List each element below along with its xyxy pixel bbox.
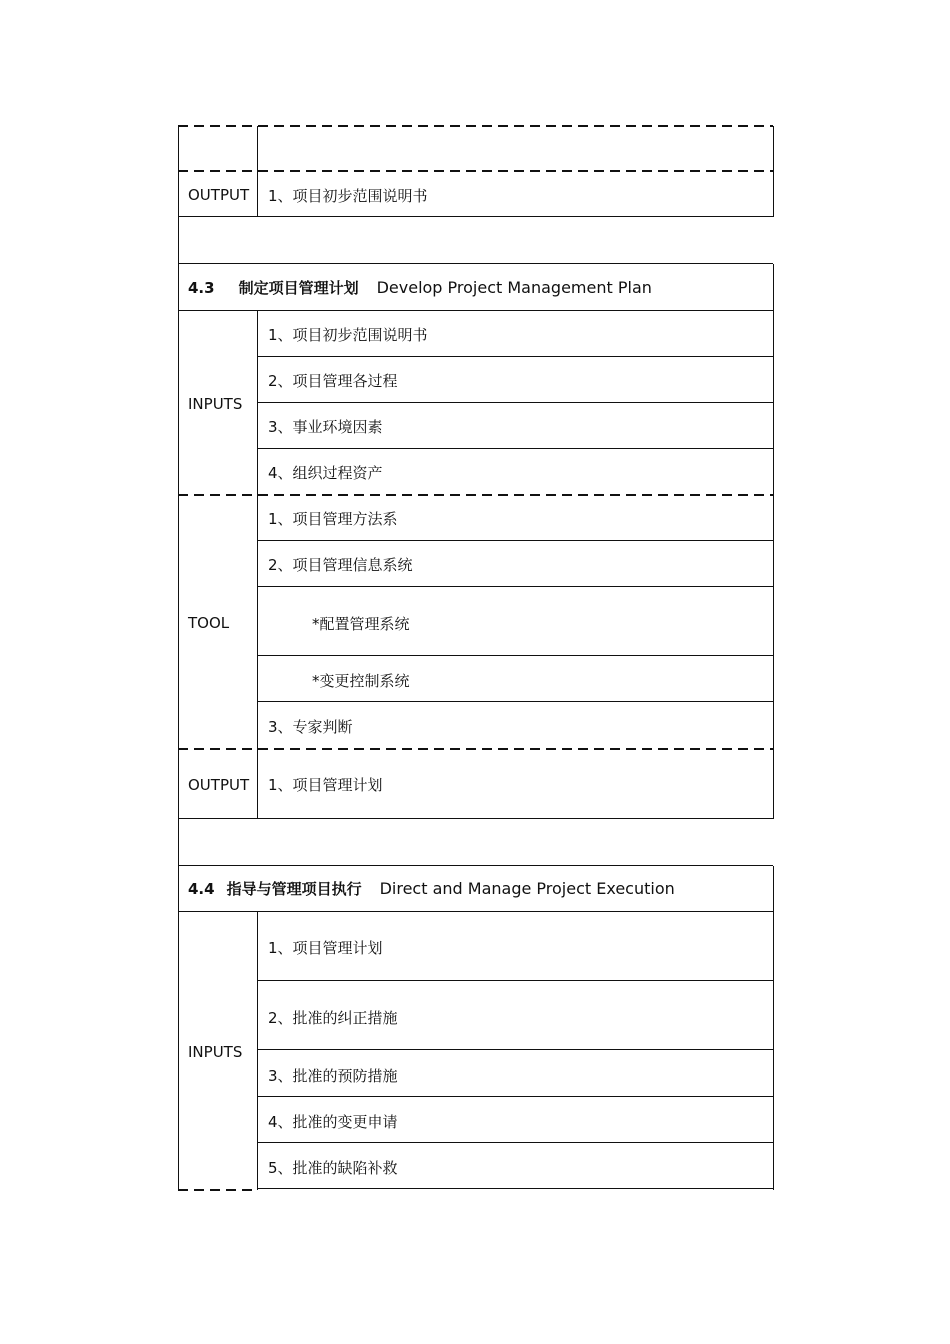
input-item: 2、批准的纠正措施 bbox=[268, 1009, 398, 1027]
table-rule bbox=[257, 126, 258, 217]
output-label: OUTPUT bbox=[188, 776, 250, 794]
input-item: 5、批准的缺陷补救 bbox=[268, 1159, 398, 1177]
table-rule bbox=[178, 263, 773, 264]
section-title-en: Develop Project Management Plan bbox=[376, 278, 652, 297]
input-item: 3、事业环境因素 bbox=[268, 418, 383, 436]
inputs-label: INPUTS bbox=[188, 1043, 243, 1061]
input-item: 2、项目管理各过程 bbox=[268, 372, 398, 390]
input-item: 1、项目管理计划 bbox=[268, 939, 383, 957]
section-number: 4.4 bbox=[188, 880, 215, 898]
input-item: 3、批准的预防措施 bbox=[268, 1067, 398, 1085]
table-rule bbox=[773, 264, 774, 311]
tool-subitem: *配置管理系统 bbox=[312, 615, 410, 633]
table-rule bbox=[257, 311, 258, 819]
table-rule bbox=[178, 911, 773, 912]
tool-item: 1、项目管理方法系 bbox=[268, 510, 398, 528]
table-rule bbox=[178, 818, 773, 819]
table-rule bbox=[257, 1142, 773, 1143]
dashed-rule bbox=[178, 1189, 257, 1191]
table-rule bbox=[257, 912, 258, 1190]
table-rule bbox=[773, 311, 774, 819]
section-header-4-3 bbox=[188, 279, 652, 297]
table-rule bbox=[257, 980, 773, 981]
table-rule bbox=[257, 402, 773, 403]
dashed-rule bbox=[178, 494, 773, 496]
dashed-rule bbox=[178, 125, 773, 127]
table-rule bbox=[257, 1049, 773, 1050]
output-item: 1、项目初步范围说明书 bbox=[268, 187, 428, 205]
tool-item: 3、专家判断 bbox=[268, 718, 353, 736]
table-rule bbox=[178, 216, 773, 217]
table-rule bbox=[178, 310, 773, 311]
tool-subitem: *变更控制系统 bbox=[312, 672, 410, 690]
tool-item: 2、项目管理信息系统 bbox=[268, 556, 413, 574]
table-rule bbox=[257, 356, 773, 357]
input-item: 4、批准的变更申请 bbox=[268, 1113, 398, 1131]
table-rule bbox=[178, 866, 179, 1190]
section-title-en: Direct and Manage Project Execution bbox=[379, 879, 675, 898]
table-rule bbox=[257, 540, 773, 541]
table-rule bbox=[257, 701, 773, 702]
output-label: OUTPUT bbox=[188, 186, 250, 204]
table-rule bbox=[257, 586, 773, 587]
tool-label: TOOL bbox=[188, 614, 230, 632]
table-rule bbox=[257, 1096, 773, 1097]
output-item: 1、项目管理计划 bbox=[268, 776, 383, 794]
table-rule bbox=[257, 1188, 773, 1189]
section-header-4-4 bbox=[188, 880, 675, 898]
input-item: 4、组织过程资产 bbox=[268, 464, 383, 482]
section-title-cn: 指导与管理项目执行 bbox=[226, 880, 362, 898]
table-rule bbox=[773, 126, 774, 217]
dashed-rule bbox=[178, 170, 773, 172]
input-item: 1、项目初步范围说明书 bbox=[268, 326, 428, 344]
inputs-label: INPUTS bbox=[188, 395, 243, 413]
table-rule bbox=[257, 655, 773, 656]
section-number: 4.3 bbox=[188, 279, 215, 297]
table-rule bbox=[257, 448, 773, 449]
section-title-cn: 制定项目管理计划 bbox=[238, 279, 359, 297]
table-rule bbox=[178, 865, 773, 866]
dashed-rule bbox=[178, 748, 773, 750]
table-rule bbox=[773, 866, 774, 1190]
